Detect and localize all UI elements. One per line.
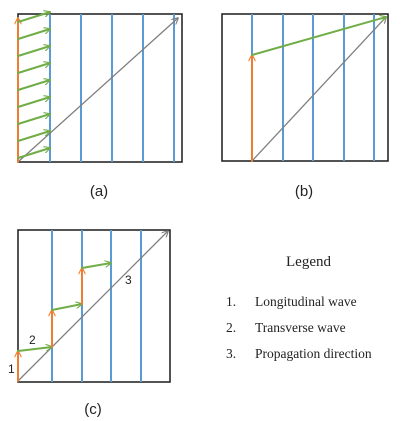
legend-item-number: 2.	[226, 320, 237, 335]
panel-b-wavefronts	[252, 14, 374, 161]
transverse-arrow	[18, 80, 50, 90]
legend-item-number: 3.	[226, 346, 237, 361]
panel-c-propagation-arrow	[18, 231, 168, 381]
transverse-arrow	[18, 131, 50, 141]
transverse-arrow	[18, 29, 50, 39]
panel-c-frame	[18, 230, 170, 382]
panel-c-wavefronts	[52, 230, 141, 382]
legend-item	[226, 346, 372, 361]
panel-a-transverse-arrows	[18, 12, 50, 158]
legend-item	[226, 320, 346, 335]
panel-a-caption: (a)	[89, 183, 109, 200]
transverse-arrow	[18, 46, 50, 56]
legend-item-label: Propagation direction	[255, 346, 372, 361]
panel-a	[18, 12, 182, 200]
marker-3: 3	[125, 273, 132, 287]
panel-c-transverse-arrow	[52, 304, 82, 310]
transverse-arrow	[18, 114, 50, 124]
panel-a-propagation-arrow	[18, 18, 178, 162]
legend-title: Legend	[286, 254, 331, 270]
transverse-arrow	[18, 63, 50, 73]
panel-b	[222, 14, 388, 200]
panel-b-caption: (b)	[294, 183, 314, 200]
legend	[226, 254, 372, 361]
panel-c-transverse-arrow	[82, 263, 111, 268]
marker-2: 2	[29, 333, 36, 347]
transverse-arrow	[18, 148, 50, 158]
panel-c-caption: (c)	[84, 401, 102, 418]
panel-b-transverse-arrow	[252, 17, 386, 55]
panel-c	[8, 230, 170, 418]
panel-c-transverse-arrow	[18, 347, 52, 351]
legend-item-label: Transverse wave	[255, 320, 346, 335]
transverse-arrow	[18, 97, 50, 107]
panel-a-wavefronts	[50, 14, 174, 162]
panel-b-frame	[222, 14, 388, 161]
panel-b-propagation-arrow	[252, 17, 386, 161]
legend-item-label: Longitudinal wave	[255, 294, 357, 309]
marker-1: 1	[8, 362, 15, 376]
legend-item-number: 1.	[226, 294, 237, 309]
legend-item	[226, 294, 357, 309]
